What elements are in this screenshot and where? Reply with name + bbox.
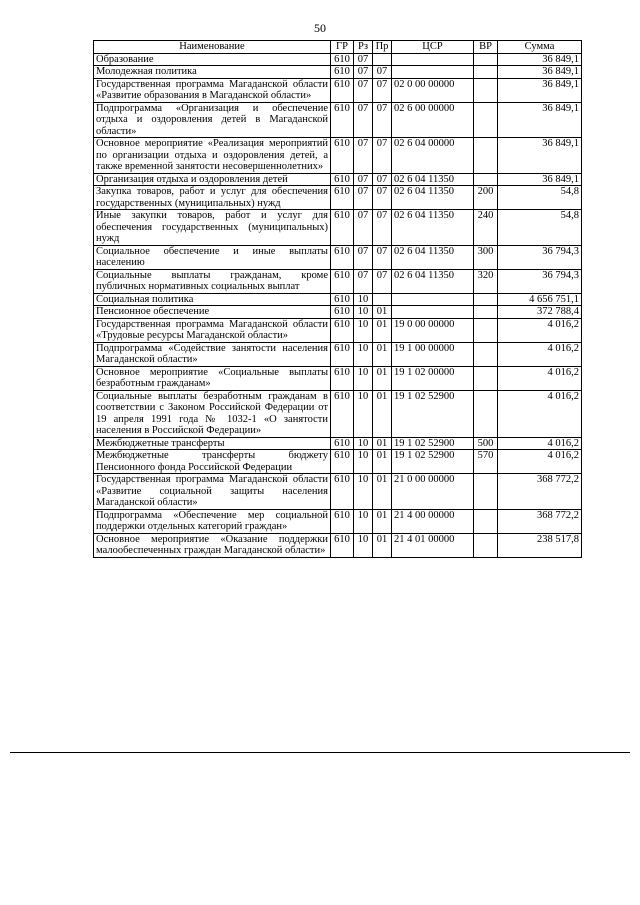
cell-rz: 07 [354,245,373,269]
cell-sum: 54,8 [498,186,582,210]
cell-csr: 19 1 00 00000 [392,342,474,366]
table-row [94,78,582,102]
cell-rz: 10 [354,533,373,557]
cell-name: Подпрограмма «Обеспечение мер социальной поддержки отдельных категорий граждан» [94,509,331,533]
table-row [94,210,582,246]
cell-rz: 10 [354,474,373,510]
cell-pr: 01 [373,342,392,366]
cell-gr: 610 [331,173,354,186]
cell-csr: 02 6 04 11350 [392,186,474,210]
cell-csr: 19 1 02 52900 [392,450,474,474]
cell-sum: 54,8 [498,210,582,246]
cell-name: Государственная программа Магаданской области «Трудовые ресурсы Магаданской области» [94,318,331,342]
cell-name: Социальные выплаты безработным гражданам в соответствии с Законом Российской Федерации от 19 апреля 1991 года № 1032-1 «О занятости населения в Российской Федерации» [94,390,331,437]
cell-rz: 07 [354,138,373,174]
cell-gr: 610 [331,390,354,437]
table-row [94,245,582,269]
cell-csr: 02 6 00 00000 [392,102,474,138]
cell-name: Социальное обеспечение и иные выплаты населению [94,245,331,269]
cell-vr: 200 [474,186,498,210]
cell-rz: 07 [354,102,373,138]
cell-rz: 07 [354,53,373,66]
cell-vr [474,102,498,138]
cell-gr: 610 [331,66,354,79]
cell-csr: 21 4 00 00000 [392,509,474,533]
table-row [94,66,582,79]
cell-vr: 240 [474,210,498,246]
cell-pr: 07 [373,186,392,210]
cell-csr: 02 0 00 00000 [392,78,474,102]
cell-name: Социальная политика [94,293,331,306]
cell-pr: 07 [373,66,392,79]
cell-sum: 4 016,2 [498,342,582,366]
table-row [94,53,582,66]
cell-sum: 36 849,1 [498,78,582,102]
cell-sum: 4 016,2 [498,450,582,474]
cell-pr: 07 [373,102,392,138]
cell-csr [392,306,474,319]
cell-vr [474,306,498,319]
cell-sum: 368 772,2 [498,474,582,510]
cell-pr: 01 [373,318,392,342]
cell-name: Социальные выплаты гражданам, кроме публичных нормативных социальных выплат [94,269,331,293]
cell-gr: 610 [331,306,354,319]
cell-pr: 07 [373,210,392,246]
cell-pr: 07 [373,78,392,102]
cell-gr: 610 [331,269,354,293]
table-row [94,509,582,533]
cell-rz: 10 [354,306,373,319]
table-row [94,450,582,474]
cell-name: Основное мероприятие «Оказание поддержки малообеспеченных граждан Магаданской области» [94,533,331,557]
header-csr: ЦСР [392,41,474,54]
cell-vr [474,390,498,437]
table-row [94,186,582,210]
cell-gr: 610 [331,186,354,210]
cell-sum: 36 849,1 [498,173,582,186]
cell-rz: 10 [354,342,373,366]
cell-gr: 610 [331,366,354,390]
table-row [94,269,582,293]
cell-gr: 610 [331,78,354,102]
cell-name: Подпрограмма «Организация и обеспечение отдыха и оздоровления детей в Магаданской области» [94,102,331,138]
cell-csr: 19 0 00 00000 [392,318,474,342]
table-row [94,437,582,450]
table-row [94,366,582,390]
cell-sum: 372 788,4 [498,306,582,319]
cell-gr: 610 [331,437,354,450]
cell-name: Межбюджетные трансферты [94,437,331,450]
cell-pr: 07 [373,173,392,186]
cell-gr: 610 [331,245,354,269]
cell-vr [474,474,498,510]
cell-gr: 610 [331,509,354,533]
cell-gr: 610 [331,474,354,510]
header-vr: ВР [474,41,498,54]
cell-vr [474,138,498,174]
table-row [94,293,582,306]
cell-vr: 320 [474,269,498,293]
cell-sum: 36 849,1 [498,53,582,66]
cell-vr [474,366,498,390]
cell-pr: 01 [373,509,392,533]
cell-name: Организация отдыха и оздоровления детей [94,173,331,186]
cell-name: Закупка товаров, работ и услуг для обеспечения государственных (муниципальных) нужд [94,186,331,210]
cell-gr: 610 [331,53,354,66]
header-name: Наименование [94,41,331,54]
cell-csr [392,53,474,66]
cell-name: Основное мероприятие «Реализация мероприятий по организации отдыха и оздоровления детей, а также временной занятости несовершеннолетних» [94,138,331,174]
cell-csr: 02 6 04 00000 [392,138,474,174]
cell-rz: 07 [354,269,373,293]
cell-gr: 610 [331,138,354,174]
footer-rule [10,752,630,753]
cell-gr: 610 [331,342,354,366]
table-header-row [94,41,582,54]
cell-gr: 610 [331,210,354,246]
cell-csr: 19 1 02 00000 [392,366,474,390]
table-row [94,173,582,186]
cell-gr: 610 [331,293,354,306]
cell-csr: 19 1 02 52900 [392,390,474,437]
cell-vr [474,533,498,557]
cell-name: Иные закупки товаров, работ и услуг для обеспечения государственных (муниципальных) нужд [94,210,331,246]
cell-pr: 01 [373,474,392,510]
cell-pr: 07 [373,138,392,174]
cell-sum: 36 849,1 [498,138,582,174]
cell-name: Пенсионное обеспечение [94,306,331,319]
cell-pr: 01 [373,306,392,319]
cell-sum: 36 849,1 [498,66,582,79]
cell-vr [474,66,498,79]
header-pr: Пр [373,41,392,54]
cell-sum: 4 016,2 [498,437,582,450]
cell-csr [392,66,474,79]
table-row [94,306,582,319]
cell-rz: 07 [354,210,373,246]
cell-pr [373,53,392,66]
cell-csr: 02 6 04 11350 [392,245,474,269]
cell-csr: 21 0 00 00000 [392,474,474,510]
cell-sum: 368 772,2 [498,509,582,533]
budget-table [93,40,582,558]
cell-gr: 610 [331,450,354,474]
cell-sum: 4 016,2 [498,366,582,390]
cell-csr: 02 6 04 11350 [392,269,474,293]
cell-vr [474,293,498,306]
cell-pr: 07 [373,269,392,293]
cell-vr [474,342,498,366]
cell-vr [474,78,498,102]
cell-gr: 610 [331,533,354,557]
cell-pr: 01 [373,437,392,450]
cell-pr: 01 [373,366,392,390]
table-row [94,342,582,366]
header-sum: Сумма [498,41,582,54]
cell-sum: 4 016,2 [498,390,582,437]
table-row [94,318,582,342]
cell-pr: 01 [373,390,392,437]
cell-csr: 19 1 02 52900 [392,437,474,450]
cell-sum: 4 656 751,1 [498,293,582,306]
table-row [94,390,582,437]
cell-sum: 36 794,3 [498,269,582,293]
cell-name: Подпрограмма «Содействие занятости населения Магаданской области» [94,342,331,366]
cell-pr [373,293,392,306]
cell-sum: 4 016,2 [498,318,582,342]
cell-rz: 10 [354,437,373,450]
cell-rz: 10 [354,366,373,390]
cell-rz: 10 [354,318,373,342]
header-rz: Рз [354,41,373,54]
cell-rz: 10 [354,450,373,474]
cell-vr: 300 [474,245,498,269]
cell-rz: 07 [354,78,373,102]
cell-csr: 02 6 04 11350 [392,173,474,186]
cell-name: Образование [94,53,331,66]
cell-name: Основное мероприятие «Социальные выплаты безработным гражданам» [94,366,331,390]
cell-name: Государственная программа Магаданской области «Развитие образования в Магаданской области» [94,78,331,102]
page-number: 50 [314,21,326,35]
table-row [94,533,582,557]
cell-vr [474,509,498,533]
cell-name: Молодежная политика [94,66,331,79]
cell-rz: 10 [354,509,373,533]
cell-gr: 610 [331,318,354,342]
cell-vr: 570 [474,450,498,474]
cell-csr: 02 6 04 11350 [392,210,474,246]
cell-sum: 238 517,8 [498,533,582,557]
cell-csr: 21 4 01 00000 [392,533,474,557]
cell-vr [474,173,498,186]
cell-rz: 10 [354,390,373,437]
cell-csr [392,293,474,306]
table-row [94,138,582,174]
table-row [94,102,582,138]
cell-pr: 01 [373,450,392,474]
cell-name: Государственная программа Магаданской области «Развитие социальной защиты населения Магаданской области» [94,474,331,510]
cell-sum: 36 794,3 [498,245,582,269]
cell-pr: 07 [373,245,392,269]
cell-rz: 10 [354,293,373,306]
cell-rz: 07 [354,66,373,79]
header-gr: ГР [331,41,354,54]
cell-rz: 07 [354,186,373,210]
cell-gr: 610 [331,102,354,138]
cell-vr [474,318,498,342]
cell-name: Межбюджетные трансферты бюджету Пенсионного фонда Российской Федерации [94,450,331,474]
cell-vr [474,53,498,66]
cell-rz: 07 [354,173,373,186]
cell-pr: 01 [373,533,392,557]
cell-sum: 36 849,1 [498,102,582,138]
cell-vr: 500 [474,437,498,450]
table-row [94,474,582,510]
